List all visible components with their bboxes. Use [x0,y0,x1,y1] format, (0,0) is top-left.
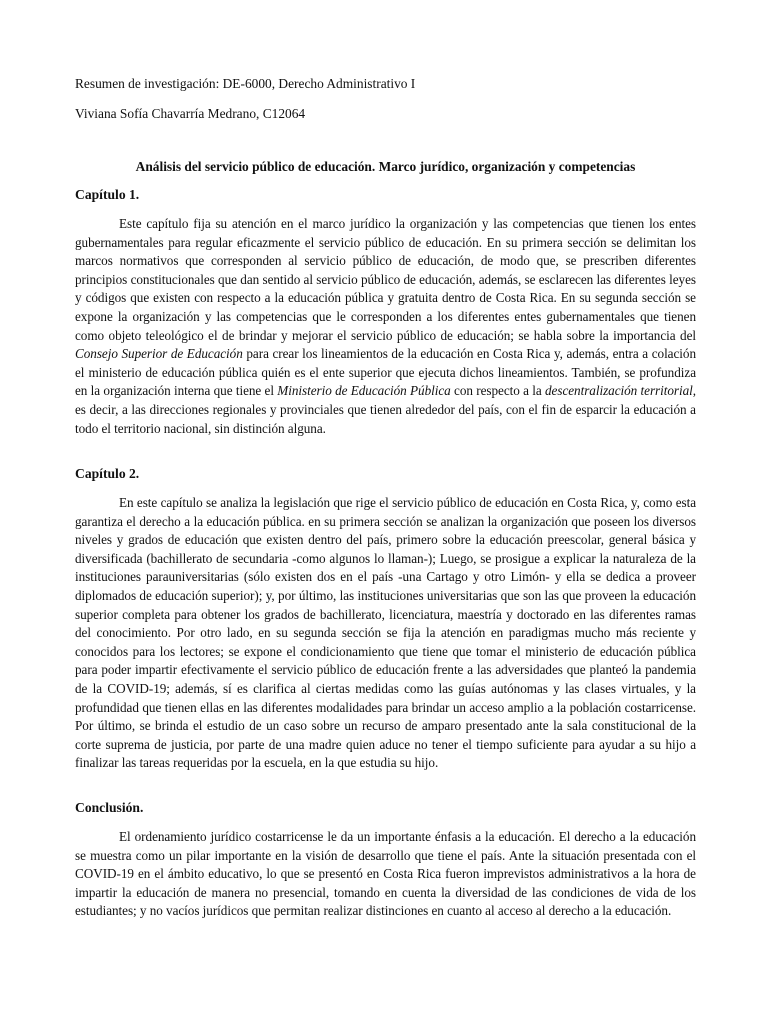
document-title: Análisis del servicio público de educación. Marco jurídico, organización y competencias [135,159,636,174]
chapter-1-italic-descentralizacion: descentralización territorial [545,383,693,399]
course-line: Resumen de investigación: DE-6000, Derecho Administrativo I [75,76,416,91]
chapter-1-italic-consejo: Consejo Superior de Educación [75,346,243,362]
chapter-1-paragraph [75,215,696,438]
author-line: Viviana Sofía Chavarría Medrano, C12064 [75,106,306,121]
chapter-1-italic-ministerio: Ministerio de Educación Pública [277,383,451,399]
chapter-1-text-a: Este capítulo fija su atención en el marco jurídico la organización y las competencias que tienen los entes gubernamentales para regular eficazmente el servicio público de educación. En su primera sección se delimitan los marcos normativos que corresponden al servicio público de educación, de modo que, se prescriben diferentes principios constitucionales que dan sentido al servicio público de educación, además, se esclarecen las diferentes leyes y códigos que existen con respecto a la educación pública y gratuita dentro de Costa Rica. En su segunda sección se expone la organización y las competencias que le corresponden a los diferentes entes gubernamentales que tienen como objeto teleológico el de brindar y mejorar el servicio público de educación; se habla sobre la importancia del [75,216,696,343]
chapter-2-paragraph: En este capítulo se analiza la legislación que rige el servicio público de educación en Costa Rica, y, como esta garantiza el derecho a la educación pública. en su primera sección se analizan la organización que poseen los diversos niveles y grados de educación que existen dentro del país, primero sobre la educación preescolar, general básica y diversificada (bachillerato de secundaria -como algunos lo llaman-); Luego, se prosigue a explicar la naturaleza de la instituciones parauniversitarias (sólo existen dos en el país -una Cartago y otro Limón- y ella se dedica a proveer diplomados de educación superior); y, por último, las instituciones universitarias que son las que proveen la educación superior completa para obtener los grados de bachillerato, licenciatura, maestría y doctorado en las diferentes ramas del conocimiento. Por otro lado, en su segunda sección se fija la atención en paradigmas mucho más reciente y conocidos para los lectores; se expone el condicionamiento que tiene que tomar el ministerio de educación pública para poder impartir efectivamente el servicio público de educación frente a las adversidades que planteó la pandemia de la COVID-19; además, sí es clarifica al ciertas medidas como las guías autónomas y las clases virtuales, y la profundidad que tienen ellas en las diferentes modalidades para brindar un acceso amplio a la población costarricense. Por último, se brinda el estudio de un caso sobre un recurso de amparo presentado ante la sala constitucional de la corte suprema de justicia, por parte de una madre quien aduce no tener el tiempo suficiente para ayudar a su hijo a finalizar las tareas requeridas por la escuela, en la que estudia su hijo. [75,495,696,771]
chapter-1-heading: Capítulo 1. [75,187,140,202]
chapter-2-heading: Capítulo 2. [75,466,140,481]
chapter-1-text-c: con respecto a la [450,383,546,399]
conclusion-heading: Conclusión. [75,800,144,815]
document-page [75,0,696,1024]
chapter-1-text-d: , es decir, a las direcciones regionales y provinciales que tienen alrededor del país, con el fin de esparcir la educación a todo el territorio nacional, sin distinción alguna. [75,383,696,436]
chapter-1-text-b: para crear los lineamientos de la educación en Costa Rica y, además, entra a colación el ministerio de educación pública quién es el ente superior que ejecuta dichos lineamientos. También, se profundiza en la organización interna que tiene el [75,346,696,399]
conclusion-paragraph: El ordenamiento jurídico costarricense le da un importante énfasis a la educación. El derecho a la educación se muestra como un pilar importante en la visión de desarrollo que tiene el país. Ante la situación presentada con el COVID-19 en el ámbito educativo, lo que se presentó en Costa Rica fueron imprevistos administrativos a la hora de impartir la educación de manera no presencial, tomando en cuenta la diversidad de las condiciones de vida de los estudiantes; y no vacíos jurídicos que permitan realizar distinciones en cuanto al acceso al derecho a la educación. [75,829,696,919]
